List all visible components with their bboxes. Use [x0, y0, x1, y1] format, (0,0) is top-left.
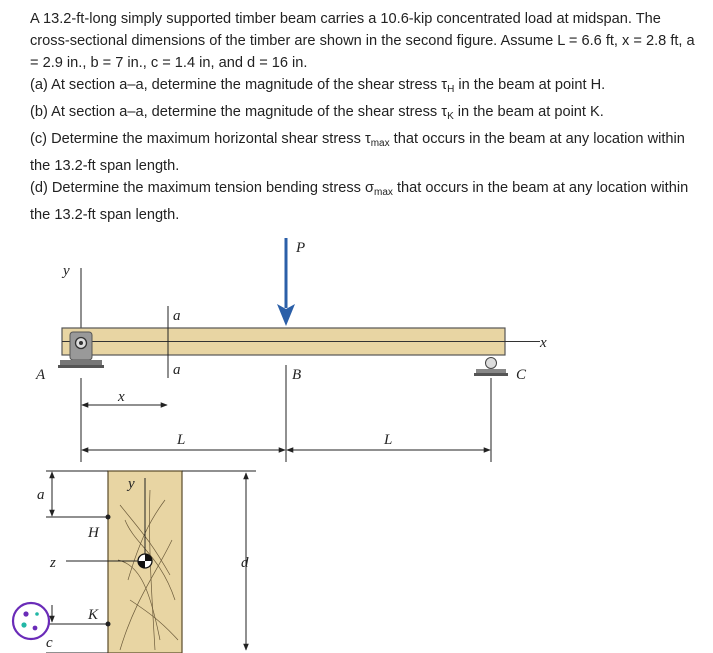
problem-intro: A 13.2-ft-long simply supported timber beam carries a 10.6-kip concentrated load at midspan. The cross-sectional dimensions of the timber are shown in the second figure. Assume L = 6.6 ft, x = 2.8 ft, a = 2.9 in., b = 7 in., c = 1.4 in, and d = 16 in.	[30, 11, 695, 71]
support-roller-icon	[474, 358, 508, 377]
dim-L-right-label: L	[384, 432, 393, 448]
part-c: (c) Determine the maximum horizontal shear stress $\tau_{max}$ that occurs in the beam at any location within the 13.2-ft span length.	[30, 131, 685, 174]
point-H-label: H	[88, 525, 99, 541]
point-K-label: K	[88, 607, 99, 623]
x-axis-label: x	[540, 335, 547, 351]
label-A: A	[36, 367, 46, 383]
load-label-P: P	[296, 240, 306, 256]
label-B: B	[292, 367, 302, 383]
y-axis-label: y	[63, 263, 70, 279]
centroid-icon	[138, 554, 152, 568]
part-b: (b) At section a–a, determine the magnitude of the shear stress $\tau_K$ in the beam at point K.	[30, 104, 604, 122]
dim-c-label: c	[46, 635, 53, 651]
part-a: (a) At section a–a, determine the magnitude of the shear stress $\tau_H$ in the beam at point H.	[30, 77, 606, 95]
dim-L-left-label: L	[177, 432, 186, 448]
beam-figure	[35, 238, 547, 462]
dim-x-label: x	[118, 389, 125, 405]
section-label-bottom: a	[173, 362, 181, 378]
section-y-label: y	[128, 476, 135, 492]
dim-a-label: a	[37, 487, 45, 503]
label-C: C	[516, 367, 527, 383]
dim-d-label: d	[241, 555, 249, 571]
section-z-label: z	[50, 555, 56, 571]
section-figure	[37, 471, 256, 653]
section-label-top: a	[173, 308, 181, 324]
cookie-widget-icon[interactable]	[13, 603, 49, 639]
part-d: (d) Determine the maximum tension bending stress $\sigma_{max}$ that occurs in the beam at any location within the 13.2-ft span length.	[30, 180, 689, 223]
